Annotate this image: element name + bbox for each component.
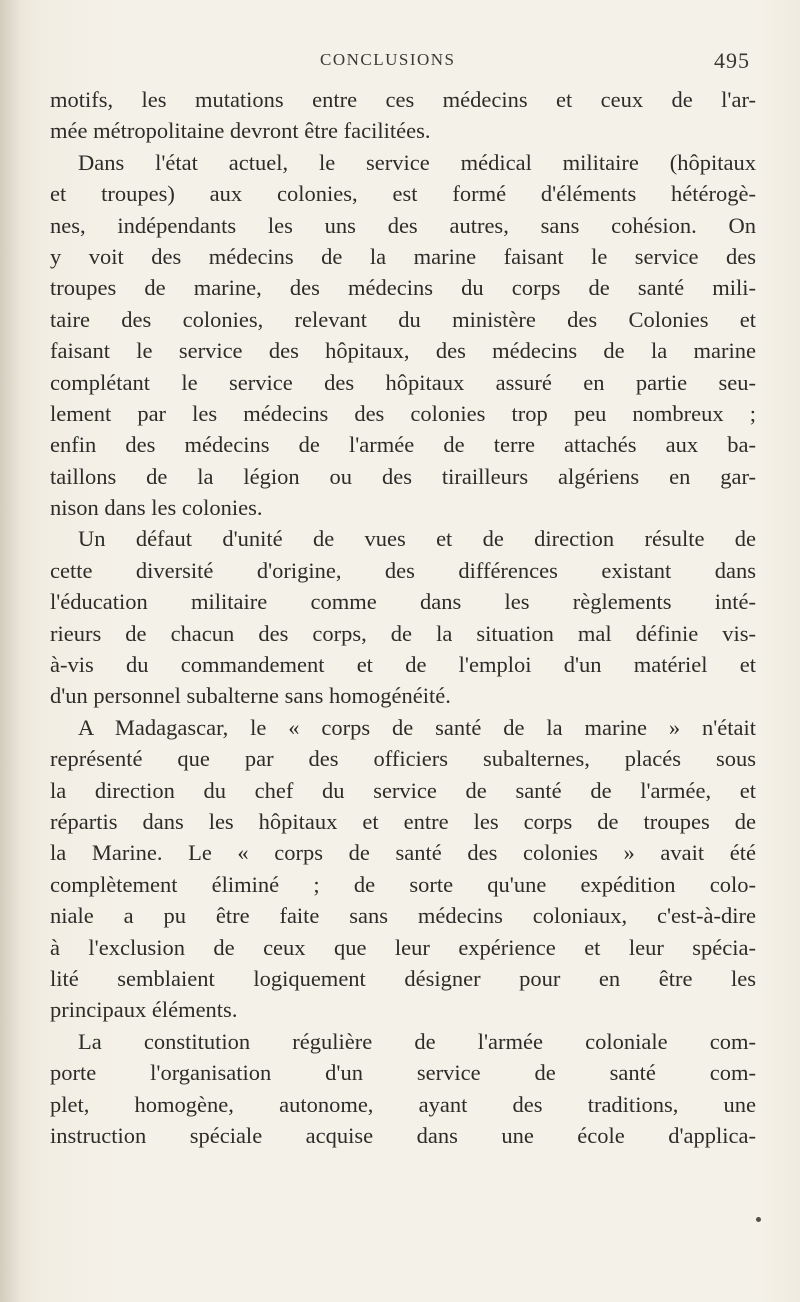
text-line: et troupes) aux colonies, est formé d'éléments hétérogè- — [50, 181, 756, 207]
text-line: taire des colonies, relevant du ministère des Colonies et — [50, 306, 756, 332]
text-line: niale a pu être faite sans médecins coloniaux, c'est-à-dire — [50, 903, 756, 929]
text-line: Un défaut d'unité de vues et de direction résulte de — [78, 526, 756, 552]
text-line: répartis dans les hôpitaux et entre les corps de troupes de — [50, 808, 756, 834]
text-line: à-vis du commandement et de l'emploi d'un matériel et — [50, 652, 756, 678]
text-line: rieurs de chacun des corps, de la situation mal définie vis- — [50, 620, 756, 646]
text-line: instruction spéciale acquise dans une école d'applica- — [50, 1122, 756, 1148]
text-line: cette diversité d'origine, des différences existant dans — [50, 557, 756, 583]
text-line: nes, indépendants les uns des autres, sans cohésion. On — [50, 212, 756, 238]
text-line: plet, homogène, autonome, ayant des traditions, une — [50, 1091, 756, 1117]
text-line: nison dans les colonies. — [50, 495, 263, 521]
text-line: y voit des médecins de la marine faisant le service des — [50, 243, 756, 269]
running-head — [0, 50, 800, 74]
page-number: 495 — [714, 48, 750, 73]
text-line: mée métropolitaine devront être facilitées. — [50, 118, 431, 144]
text-line: porte l'organisation d'un service de santé com- — [50, 1060, 756, 1086]
text-line: principaux éléments. — [50, 997, 238, 1023]
text-line: complètement éliminé ; de sorte qu'une expédition colo- — [50, 871, 756, 897]
text-line: lement par les médecins des colonies trop peu nombreux ; — [50, 400, 756, 426]
text-line: A Madagascar, le « corps de santé de la marine » n'était — [78, 714, 756, 740]
text-line: taillons de la légion ou des tirailleurs algériens en gar- — [50, 463, 756, 489]
text-line: complétant le service des hôpitaux assuré en partie seu- — [50, 369, 756, 395]
text-line: l'éducation militaire comme dans les règlements inté- — [50, 589, 756, 615]
print-speck — [756, 1217, 761, 1222]
text-line: la Marine. Le « corps de santé des colonies » avait été — [50, 840, 756, 866]
text-line: La constitution régulière de l'armée coloniale com- — [78, 1028, 756, 1054]
text-line: enfin des médecins de l'armée de terre attachés aux ba- — [50, 432, 756, 458]
binding-shadow — [0, 0, 22, 1302]
text-line: représenté que par des officiers subalternes, placés sous — [50, 746, 756, 772]
running-title: CONCLUSIONS — [320, 50, 456, 69]
text-line: la direction du chef du service de santé de l'armée, et — [50, 777, 756, 803]
body-text — [50, 84, 756, 1151]
text-line: lité semblaient logiquement désigner pour en être les — [50, 965, 756, 991]
text-line: Dans l'état actuel, le service médical militaire (hôpitaux — [78, 149, 756, 175]
text-line: à l'exclusion de ceux que leur expérience et leur spécia- — [50, 934, 756, 960]
text-line: d'un personnel subalterne sans homogénéité. — [50, 683, 451, 709]
text-line: faisant le service des hôpitaux, des médecins de la marine — [50, 338, 756, 364]
text-line: troupes de marine, des médecins du corps de santé mili- — [50, 275, 756, 301]
text-line: motifs, les mutations entre ces médecins et ceux de l'ar- — [50, 87, 756, 112]
